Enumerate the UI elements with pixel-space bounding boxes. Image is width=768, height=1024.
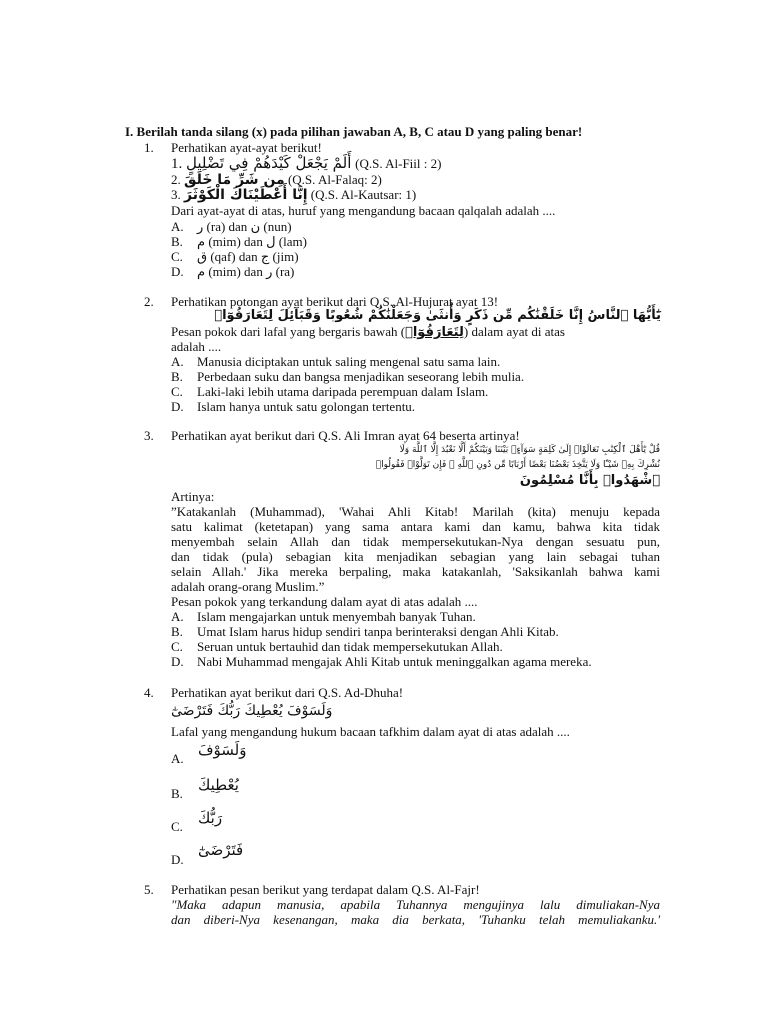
option-text[interactable]: Laki-laki lebih utama daripada perempuan dalam Islam. [197, 384, 489, 399]
ayat-arabic-line [300, 443, 660, 456]
translation-line [171, 519, 660, 534]
option-letter: B. [171, 624, 183, 639]
option-arabic-text: رَبُّكَ [198, 809, 223, 827]
ayat-arabic-block [171, 307, 661, 323]
ayat-arabic: وَلَسَوْفَ يُعْطِيكَ رَبُّكَ فَتَرْضَىٰٓ [171, 703, 333, 719]
translation-line [171, 564, 660, 579]
option-letter: A. [171, 219, 184, 234]
quote-line [171, 897, 660, 912]
option-letter: D. [171, 654, 184, 669]
option-text[interactable]: Seruan untuk bertauhid dan tidak mempersekutukan Allah. [197, 639, 503, 654]
option-letter: C. [171, 384, 183, 399]
option-text[interactable]: ر (ra) dan ن (nun) [197, 219, 292, 234]
option-letter: A. [171, 609, 184, 624]
translation-text: ”Katakanlah (Muhammad), 'Wahai Ahli Kitab! Marilah (kita) menuju kepada [171, 504, 660, 519]
option-letter: D. [171, 264, 184, 279]
text-fragment: Pesan pokok dari lafal yang bergaris bawah ( [171, 324, 406, 339]
translation-text: satu kalimat (ketetapan) yang sama antara kami dan kamu, bahwa kita tidak [171, 519, 660, 534]
translation-line [171, 504, 660, 519]
question-text-line-2: adalah .... [171, 339, 222, 354]
translation-text: menyembah selain Allah dan tidak mempersekutukan-Nya dengan sesuatu pun, [171, 534, 660, 549]
option-letter: B. [171, 786, 183, 801]
option-text[interactable]: ق (qaf) dan ج (jim) [197, 249, 299, 264]
question-number: 5. [144, 882, 154, 897]
question-text: Pesan pokok yang terkandung dalam ayat di atas adalah .... [171, 594, 478, 609]
ayat-index: 2. [171, 172, 181, 187]
option-arabic-text: فَتَرْضَىٰٓ [198, 841, 244, 859]
ayat-line-1 [171, 154, 441, 174]
option-letter: C. [171, 819, 183, 834]
option-text[interactable]: م (mim) dan ر (ra) [197, 264, 295, 279]
option-letter: A. [171, 751, 184, 766]
question-number: 3. [144, 428, 154, 443]
quote-text: dan diberi-Nya kesenangan, maka dia berkata, 'Tuhanku telah memuliakanku.' [171, 912, 660, 927]
option-text[interactable]: Islam mengajarkan untuk menyembah banyak Tuhan. [197, 609, 476, 624]
option-arabic[interactable] [198, 808, 222, 829]
option-text[interactable]: Islam hanya untuk satu golongan tertentu. [197, 399, 416, 414]
ayat-line-3 [171, 187, 416, 203]
option-letter: B. [171, 369, 183, 384]
translation-text: dan tidak (pula) sebagian kita menjadikan sebagian yang lain sebagai tuhan [171, 549, 660, 564]
underlined-arabic: لِتَعَارَفُوٓا۟ [405, 325, 464, 340]
question-number: 1. [144, 140, 154, 155]
text-fragment: ) dalam ayat di atas [463, 324, 565, 339]
option-text[interactable]: Perbedaan suku dan bangsa menjadikan seseorang lebih mulia. [197, 369, 525, 384]
option-letter: D. [171, 399, 184, 414]
option-arabic[interactable] [198, 840, 243, 861]
question-prompt: Perhatikan pesan berikut yang terdapat dalam Q.S. Al-Fajr! [171, 882, 480, 897]
question-number: 2. [144, 294, 154, 309]
question-prompt: Perhatikan ayat berikut dari Q.S. Ali Imran ayat 64 beserta artinya! [171, 428, 520, 443]
question-text: Dari ayat-ayat di atas, huruf yang mengandung bacaan qalqalah adalah .... [171, 203, 556, 218]
artinya-label: Artinya: [171, 489, 215, 504]
option-text[interactable]: Nabi Muhammad mengajak Ahli Kitab untuk meninggalkan agama mereka. [197, 654, 592, 669]
option-letter: B. [171, 234, 183, 249]
ayat-index: 1. [171, 156, 183, 172]
question-prompt: Perhatikan ayat berikut dari Q.S. Ad-Dhuha! [171, 685, 404, 700]
question-number: 4. [144, 685, 154, 700]
ayat-arabic: مِن شَرِّ مَا خَلَقَ [184, 172, 285, 188]
ayat-arabic: نُشْرِكَ بِهِۦ شَيْـًٔا وَلَا يَتَّخِذَ بَعْضُنَا بَعْضًا أَرْبَابًا مِّن دُونِ ٱللَّهِ ۚ فَإِن تَوَلَّوْا۟ فَقُولُوا۟ [375, 460, 660, 470]
ayat-arabic: ٱشْهَدُوا۟ بِأَنَّا مُسْلِمُونَ [519, 473, 660, 488]
translation-line: adalah orang-orang Muslim.” [171, 579, 325, 594]
option-text[interactable]: م (mim) dan ل (lam) [197, 234, 307, 249]
ayat-reference: (Q.S. Al-Falaq: 2) [287, 172, 382, 187]
ayat-arabic-line [300, 458, 660, 471]
question-prompt: Perhatikan potongan ayat berikut dari Q.S. Al-Hujurat ayat 13! [171, 294, 499, 309]
option-text[interactable]: Umat Islam harus hidup sendiri tanpa berinteraksi dengan Ahli Kitab. [197, 624, 559, 639]
quote-text: "Maka adapun manusia, apabila Tuhannya mengujinya lalu dimuliakan-Nya [171, 897, 660, 912]
ayat-reference: (Q.S. Al-Kautsar: 1) [310, 187, 417, 202]
ayat-line [171, 702, 332, 721]
option-letter: C. [171, 639, 183, 654]
option-arabic-text: وَلَسَوْفَ [198, 741, 247, 759]
question-prompt: Perhatikan ayat-ayat berikut! [171, 140, 322, 155]
question-text-line-1 [171, 324, 565, 340]
option-text[interactable]: Manusia diciptakan untuk saling mengenal satu sama lain. [197, 354, 501, 369]
question-text: Lafal yang mengandung hukum bacaan tafkhim dalam ayat di atas adalah .... [171, 724, 570, 739]
ayat-arabic-line [300, 472, 660, 489]
ayat-index: 3. [171, 187, 181, 202]
option-letter: A. [171, 354, 184, 369]
ayat-arabic: أَلَمْ يَجْعَلْ كَيْدَهُمْ فِي تَضْلِيلٍ [186, 154, 352, 172]
translation-line [171, 534, 660, 549]
option-letter: C. [171, 249, 183, 264]
quote-line [171, 912, 660, 927]
ayat-arabic: يَٰٓأَيُّهَا ٱلنَّاسُ إِنَّا خَلَقْنَٰكُم مِّن ذَكَرٍ وَأُنثَىٰ وَجَعَلْنَٰكُمْ شُعُوبًا وَقَبَآئِلَ لِتَعَارَفُوٓا۟ [214, 308, 661, 323]
ayat-arabic: قُلْ يَٰٓأَهْلَ ٱلْكِتَٰبِ تَعَالَوْا۟ إِلَىٰ كَلِمَةٍ سَوَآءٍۭ بَيْنَنَا وَبَيْنَكُمْ أَلَّا نَعْبُدَ إِلَّا ٱللَّهَ وَلَا [399, 445, 660, 455]
option-arabic[interactable] [198, 775, 239, 796]
option-letter: D. [171, 852, 184, 867]
translation-text: selain Allah.' Jika mereka berpaling, maka katakanlah, 'Saksikanlah bahwa kami [171, 564, 660, 579]
option-arabic-text: يُعْطِيكَ [198, 776, 239, 794]
ayat-arabic: إِنَّا أَعْطَيْنَاكَ الْكَوْثَرَ [184, 187, 308, 203]
translation-line [171, 549, 660, 564]
ayat-reference: (Q.S. Al-Fiil : 2) [355, 156, 442, 171]
instruction-heading: I. Berilah tanda silang (x) pada pilihan jawaban A, B, C atau D yang paling benar! [125, 124, 583, 139]
ayat-line-2 [171, 172, 382, 188]
option-arabic[interactable] [198, 740, 247, 761]
